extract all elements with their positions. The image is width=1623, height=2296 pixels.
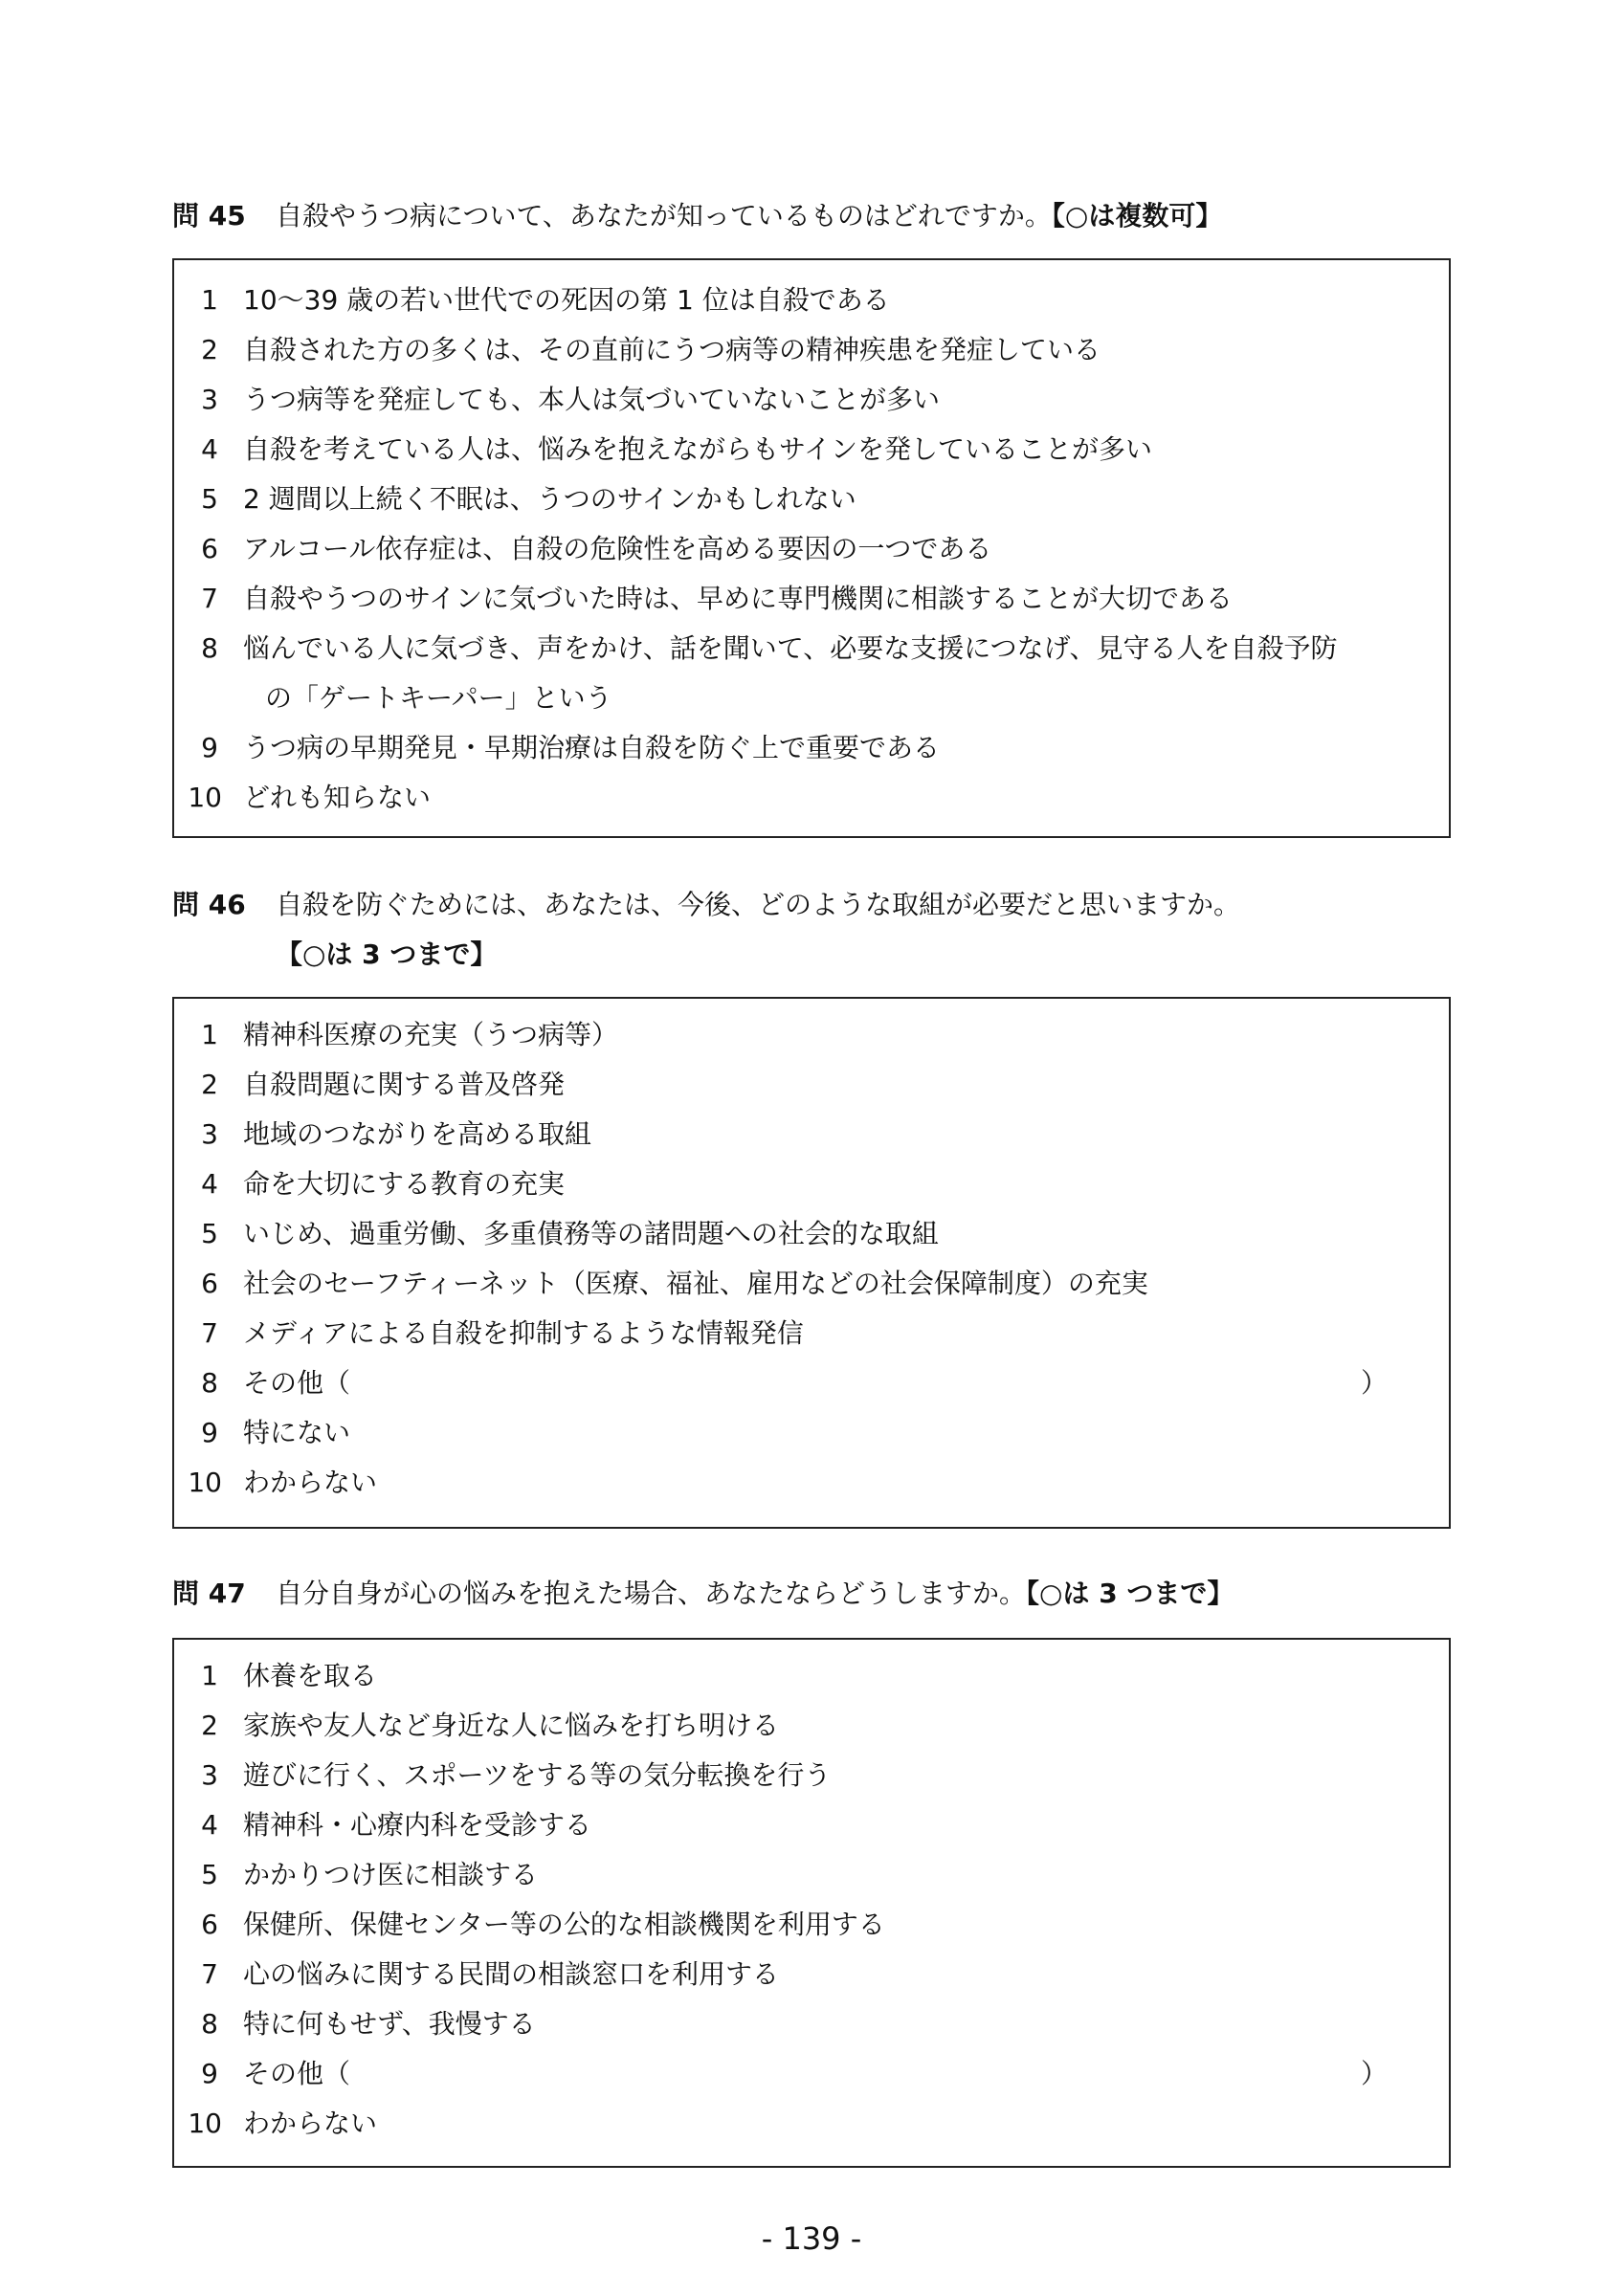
q45-option-1[interactable]: 1 10～39 歳の若い世代での死因の第 1 位は自殺である (201, 284, 890, 316)
q46-option-9[interactable]: 9 特にない (201, 1417, 351, 1448)
q45-text: 自殺やうつ病について、あなたが知っているものはどれですか。 (276, 200, 1052, 232)
q47-option-3[interactable]: 3 遊びに行く、スポーツをする等の気分転換を行う (201, 1759, 832, 1791)
q45-option-10[interactable]: 10 どれも知らない (188, 782, 432, 813)
q47-text: 自分自身が心の悩みを抱えた場合、あなたならどうしますか。 (276, 1578, 1027, 1609)
q47-option-10[interactable]: 10 わからない (188, 2108, 378, 2139)
q46-option-8[interactable]: 8 その他（ (201, 1367, 351, 1399)
q45-option-6[interactable]: 6 アルコール依存症は、自殺の危険性を高める要因の一つである (201, 533, 992, 564)
q47-note: 【○は 3 つまで】 (1026, 1578, 1234, 1609)
q45-option-8-continuation: の「ゲートキーパー」という (265, 682, 612, 714)
q46-options-box (172, 997, 1451, 1529)
q46-option-4[interactable]: 4 命を大切にする教育の充実 (201, 1168, 566, 1200)
page-number: - 139 - (761, 2220, 862, 2257)
q46-option-1[interactable]: 1 精神科医療の充実（うつ病等） (201, 1019, 619, 1050)
q46-heading (172, 884, 1240, 926)
q46-note: 【○は 3 つまで】 (276, 938, 498, 970)
q47-option-5[interactable]: 5 かかりつけ医に相談する (201, 1859, 539, 1890)
q45-option-4[interactable]: 4 自殺を考えている人は、悩みを抱えながらもサインを発していることが多い (201, 433, 1153, 465)
q46-option-10[interactable]: 10 わからない (188, 1467, 378, 1498)
q46-number: 問 46 (172, 889, 246, 920)
q47-option-9-close-paren: ） (1361, 2058, 1389, 2089)
q47-option-9[interactable]: 9 その他（ (201, 2058, 351, 2089)
q47-option-8[interactable]: 8 特に何もせず、我慢する (201, 2008, 536, 2040)
q45-option-2[interactable]: 2 自殺された方の多くは、その直前にうつ病等の精神疾患を発症している (201, 334, 1101, 365)
q45-option-3[interactable]: 3 うつ病等を発症しても、本人は気づいていないことが多い (201, 384, 941, 415)
q45-note: 【○は複数可】 (1051, 200, 1223, 232)
q46-option-3[interactable]: 3 地域のつながりを高める取組 (201, 1118, 592, 1150)
q45-heading (172, 195, 1222, 237)
q46-option-5[interactable]: 5 いじめ、過重労働、多重債務等の諸問題への社会的な取組 (201, 1218, 939, 1249)
q45-option-8[interactable]: 8 悩んでいる人に気づき、声をかけ、話を聞いて、必要な支援につなげ、見守る人を自殺予防 (201, 632, 1338, 664)
q46-option-7[interactable]: 7 メディアによる自殺を抑制するような情報発信 (201, 1317, 804, 1349)
q47-option-4[interactable]: 4 精神科・心療内科を受診する (201, 1809, 592, 1841)
q46-option-2[interactable]: 2 自殺問題に関する普及啓発 (201, 1069, 566, 1100)
q47-option-2[interactable]: 2 家族や友人など身近な人に悩みを打ち明ける (201, 1710, 780, 1741)
q45-option-7[interactable]: 7 自殺やうつのサインに気づいた時は、早めに専門機関に相談することが大切である (201, 583, 1234, 614)
q47-option-1[interactable]: 1 休養を取る (201, 1660, 378, 1691)
q47-options-box (172, 1638, 1451, 2168)
q45-options-box (172, 258, 1451, 838)
q47-number: 問 47 (172, 1578, 246, 1609)
q47-option-7[interactable]: 7 心の悩みに関する民間の相談窓口を利用する (201, 1958, 780, 1990)
q46-option-6[interactable]: 6 社会のセーフティーネット（医療、福祉、雇用などの社会保障制度）の充実 (201, 1268, 1148, 1299)
q45-option-5[interactable]: 5 2 週間以上続く不眠は、うつのサインかもしれない (201, 483, 856, 515)
q45-option-9[interactable]: 9 うつ病の早期発見・早期治療は自殺を防ぐ上で重要である (201, 732, 941, 763)
q46-text: 自殺を防ぐためには、あなたは、今後、どのような取組が必要だと思いますか。 (276, 889, 1241, 920)
q46-option-8-close-paren: ） (1361, 1367, 1389, 1399)
q45-number: 問 45 (172, 200, 246, 232)
q47-heading (172, 1573, 1234, 1615)
q47-option-6[interactable]: 6 保健所、保健センター等の公的な相談機関を利用する (201, 1909, 885, 1940)
